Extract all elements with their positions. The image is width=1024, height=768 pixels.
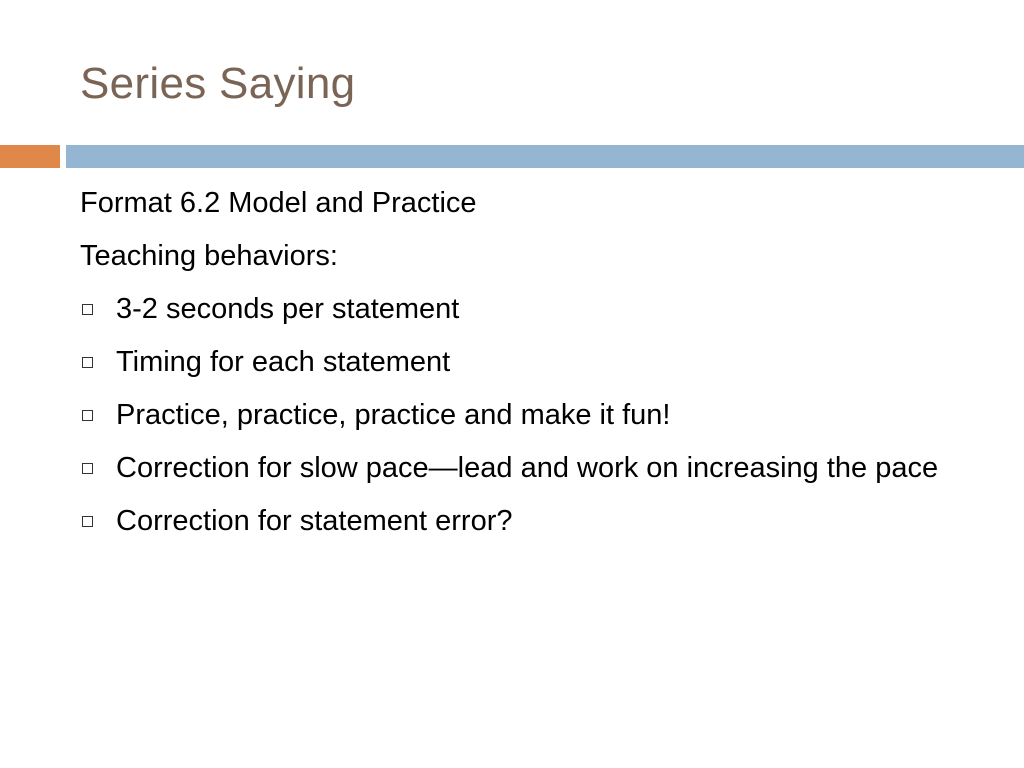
bullet-item — [80, 343, 940, 381]
slide-title: Series Saying — [80, 59, 356, 108]
bullet-item — [80, 449, 940, 487]
accent-bar — [0, 145, 60, 168]
body-line-teaching-behaviors: Teaching behaviors: — [80, 240, 338, 272]
body-line-format: Format 6.2 Model and Practice — [80, 187, 477, 219]
bullet-text: 3-2 seconds per statement — [116, 293, 460, 325]
bullet-text: Timing for each statement — [116, 346, 451, 378]
bullet-item — [80, 396, 940, 434]
bullet-item — [80, 290, 940, 328]
title-underline-bar — [66, 145, 1024, 168]
bullet-text: Practice, practice, practice and make it fun! — [116, 399, 671, 431]
hollow-square-icon — [82, 463, 93, 474]
slide-body — [80, 184, 940, 555]
hollow-square-icon — [82, 410, 93, 421]
hollow-square-icon — [82, 516, 93, 527]
bullet-item — [80, 502, 940, 540]
hollow-square-icon — [82, 304, 93, 315]
bullet-text: Correction for slow pace—lead and work on increasing the pace — [116, 452, 939, 484]
bullet-text: Correction for statement error? — [116, 505, 513, 537]
hollow-square-icon — [82, 357, 93, 368]
